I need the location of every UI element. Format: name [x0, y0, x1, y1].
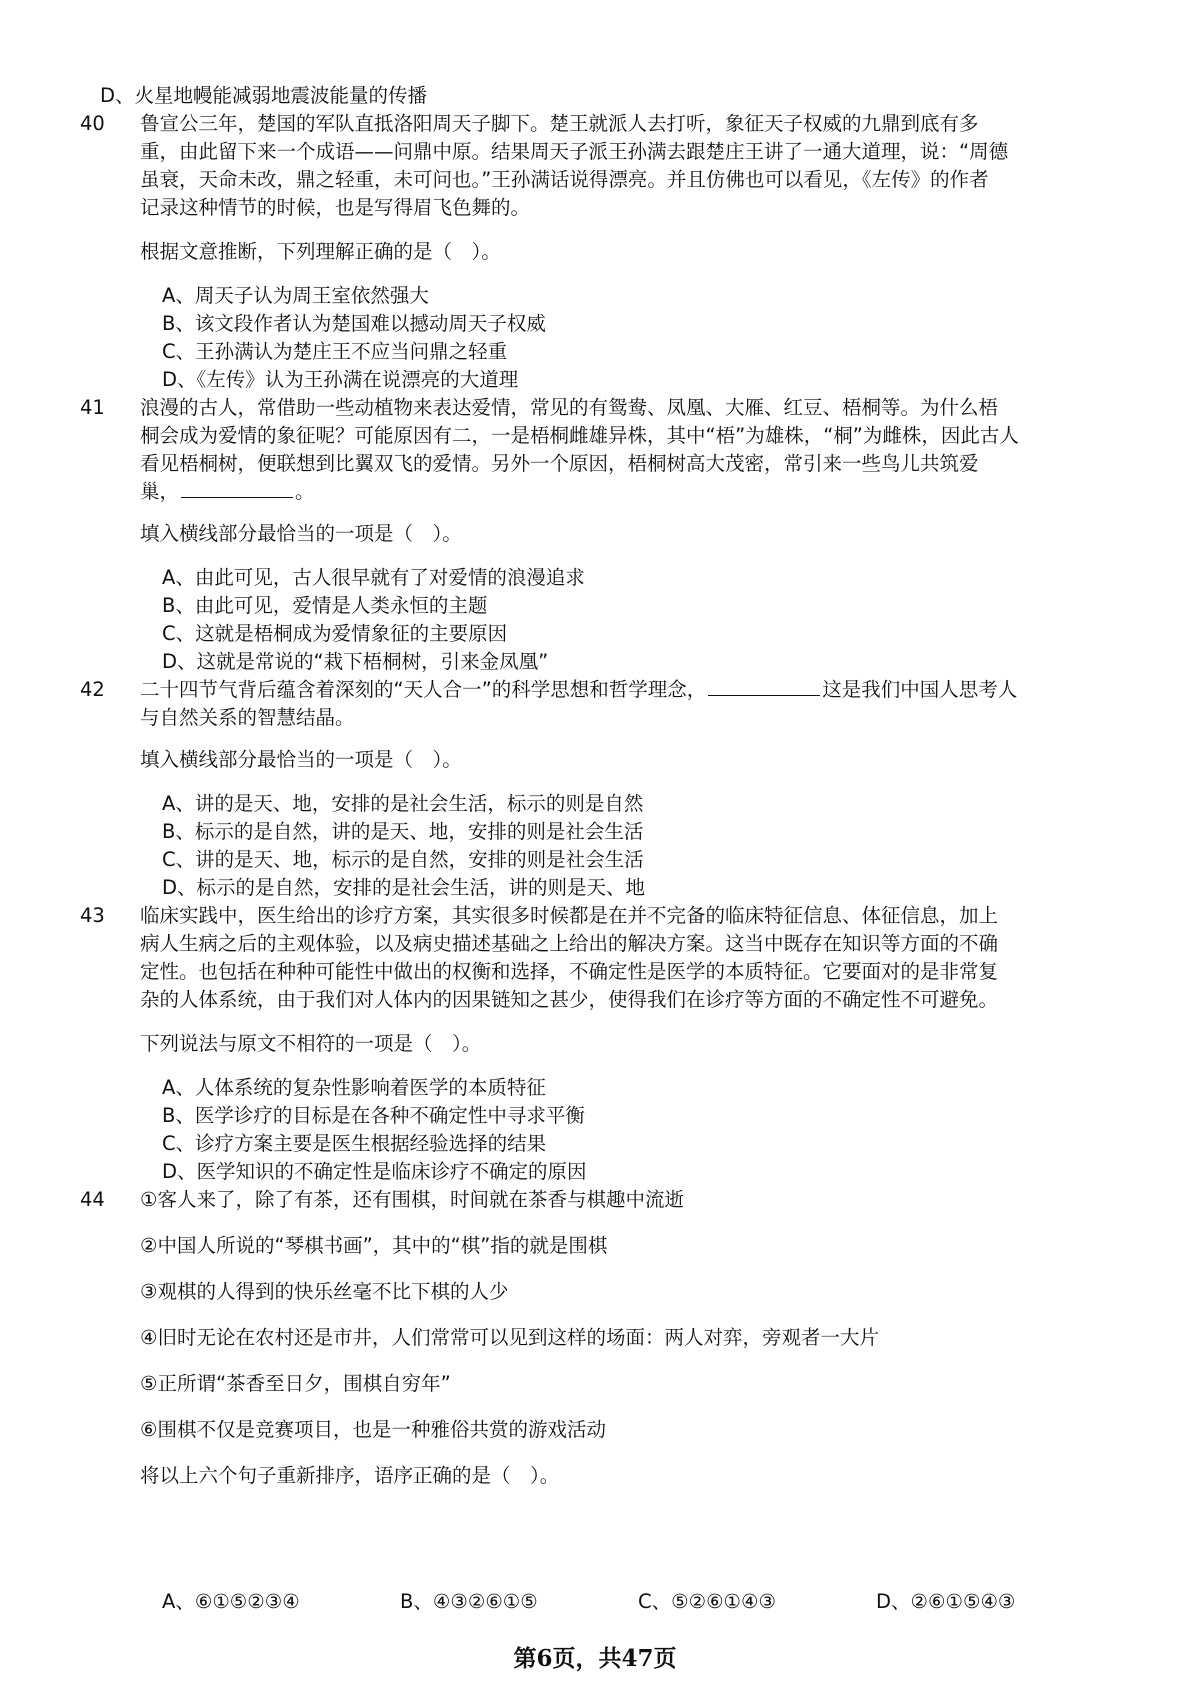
fill-blank [708, 677, 820, 696]
passage-text: 巢， [140, 480, 180, 503]
sentence-4: ④旧时无论在农村还是市井，人们常常可以见到这样的场面：两人对弈，旁观者一大片 [140, 1326, 879, 1349]
page-footer: 第6页，共47页 [513, 1645, 677, 1672]
option-b: B、该文段作者认为楚国难以撼动周天子权威 [162, 312, 546, 335]
sentence-2: ②中国人所说的“琴棋书画”，其中的“棋”指的就是围棋 [140, 1234, 608, 1257]
option-d: D、②⑥①⑤④③ [876, 1590, 1016, 1613]
option-c: C、王孙满认为楚庄王不应当问鼎之轻重 [162, 340, 508, 363]
question-number: 43 [80, 904, 105, 927]
passage-line: 重，由此留下来一个成语——问鼎中原。结果周天子派王孙满去跟楚庄王讲了一通大道理，说：“周德 [140, 140, 1009, 163]
passage-text: 二十四节气背后蕴含着深刻的“天人合一”的科学思想和哲学理念， [140, 678, 707, 701]
passage-line: 鲁宣公三年，楚国的军队直抵洛阳周天子脚下。楚王就派人去打听，象征天子权威的九鼎到底有多 [140, 112, 979, 135]
passage-line: 记录这种情节的时候，也是写得眉飞色舞的。 [140, 196, 531, 219]
option-a: A、讲的是天、地，安排的是社会生活，标示的则是自然 [162, 792, 644, 815]
option-c: C、诊疗方案主要是医生根据经验选择的结果 [162, 1132, 547, 1155]
option-b: B、④③②⑥①⑤ [400, 1590, 538, 1613]
question-prompt: 将以上六个句子重新排序，语序正确的是（ ）。 [140, 1464, 560, 1487]
option-b: B、医学诊疗的目标是在各种不确定性中寻求平衡 [162, 1104, 585, 1127]
question-prompt: 填入横线部分最恰当的一项是（ ）。 [140, 522, 462, 545]
prev-question-option-d: D、火星地幔能减弱地震波能量的传播 [100, 84, 428, 107]
option-c: C、讲的是天、地，标示的是自然，安排的则是社会生活 [162, 848, 644, 871]
passage-line: 浪漫的古人，常借助一些动植物来表达爱情，常见的有鸳鸯、凤凰、大雁、红豆、梧桐等。为什么梧 [140, 396, 999, 419]
option-a: A、周天子认为周王室依然强大 [162, 284, 429, 307]
fill-blank [181, 479, 293, 498]
option-c: C、这就是梧桐成为爱情象征的主要原因 [162, 622, 508, 645]
option-b: B、标示的是自然，讲的是天、地，安排的则是社会生活 [162, 820, 644, 843]
option-d: D、医学知识的不确定性是临床诊疗不确定的原因 [162, 1160, 587, 1183]
question-number: 41 [80, 396, 105, 419]
question-number: 40 [80, 112, 105, 135]
passage-text: 这是我们中国人思考人 [822, 678, 1018, 701]
question-prompt: 根据文意推断，下列理解正确的是（ ）。 [140, 240, 501, 263]
option-a: A、由此可见，古人很早就有了对爱情的浪漫追求 [162, 566, 585, 589]
passage-line: 定性。也包括在种种可能性中做出的权衡和选择，不确定性是医学的本质特征。它要面对的是非常复 [140, 960, 999, 983]
sentence-1: ①客人来了，除了有茶，还有围棋，时间就在茶香与棋趣中流逝 [140, 1188, 684, 1211]
passage-line: 虽衰，天命未改，鼎之轻重，未可问也。”王孙满话说得漂亮。并且仿佛也可以看见，《左传》的作者 [140, 168, 989, 191]
passage-line: 杂的人体系统，由于我们对人体内的因果链知之甚少，使得我们在诊疗等方面的不确定性不可避免。 [140, 988, 999, 1011]
passage-line: 临床实践中，医生给出的诊疗方案，其实很多时候都是在并不完备的临床特征信息、体征信息，加上 [140, 904, 999, 927]
option-a: A、⑥①⑤②③④ [162, 1590, 300, 1613]
option-d: D、这就是常说的“栽下梧桐树，引来金凤凰” [162, 650, 549, 673]
passage-line-with-blank [140, 676, 1017, 704]
sentence-5: ⑤正所谓“茶香至日夕，围棋自穷年” [140, 1372, 451, 1395]
question-prompt: 下列说法与原文不相符的一项是（ ）。 [140, 1032, 482, 1055]
option-d: D、标示的是自然，安排的是社会生活，讲的则是天、地 [162, 876, 646, 899]
passage-line: 病人生病之后的主观体验，以及病史描述基础之上给出的解决方案。这当中既存在知识等方面的不确 [140, 932, 999, 955]
sentence-6: ⑥围棋不仅是竞赛项目，也是一种雅俗共赏的游戏活动 [140, 1418, 606, 1441]
question-prompt: 填入横线部分最恰当的一项是（ ）。 [140, 748, 462, 771]
option-a: A、人体系统的复杂性影响着医学的本质特征 [162, 1076, 546, 1099]
option-d: D、《左传》认为王孙满在说漂亮的大道理 [162, 368, 519, 391]
passage-line-with-blank [140, 478, 315, 506]
passage-line: 桐会成为爱情的象征呢？可能原因有二，一是梧桐雌雄异株，其中“梧”为雄株，“桐”为雌株，因此古人 [140, 424, 1019, 447]
option-b: B、由此可见，爱情是人类永恒的主题 [162, 594, 488, 617]
question-number: 42 [80, 678, 105, 701]
passage-line: 看见梧桐树，便联想到比翼双飞的爱情。另外一个原因，梧桐树高大茂密，常引来一些鸟儿共筑爱 [140, 452, 979, 475]
passage-line: 与自然关系的智慧结晶。 [140, 706, 355, 729]
sentence-3: ③观棋的人得到的快乐丝毫不比下棋的人少 [140, 1280, 509, 1303]
option-c: C、⑤②⑥①④③ [638, 1590, 777, 1613]
passage-text: 。 [295, 480, 315, 503]
question-number: 44 [80, 1188, 105, 1211]
